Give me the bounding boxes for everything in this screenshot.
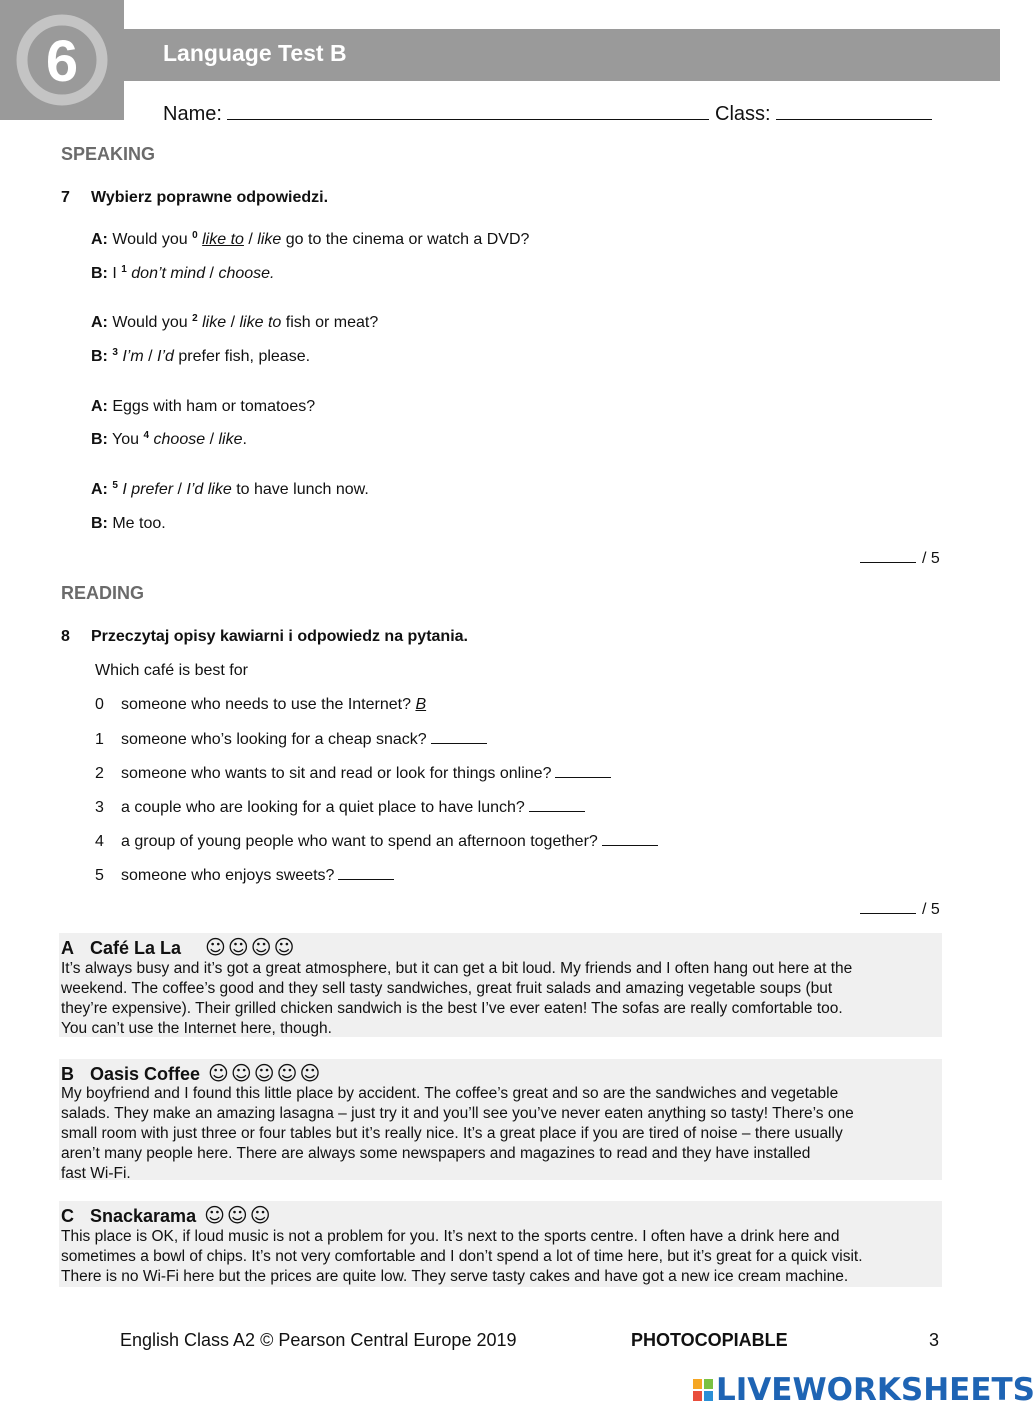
question-text: a couple who are looking for a quiet place to have lunch? xyxy=(121,799,525,816)
option-separator: / xyxy=(209,265,214,282)
speaker-label: A: xyxy=(91,481,108,498)
unit-number: 6 xyxy=(45,29,79,94)
question-number: 1 xyxy=(95,731,104,748)
option-separator: / xyxy=(209,431,215,448)
option-2[interactable]: like xyxy=(218,431,243,448)
dialogue-line-2 xyxy=(91,314,378,332)
class-label: Class: xyxy=(715,103,771,125)
description-line: fast Wi-Fi. xyxy=(61,1165,131,1182)
dialogue-line-7 xyxy=(91,515,166,533)
dialogue-text: . xyxy=(242,431,247,448)
cafe-description xyxy=(61,1084,941,1184)
gap-number: 5 xyxy=(112,480,118,491)
question-3 xyxy=(95,798,585,817)
answer-field[interactable] xyxy=(602,832,658,846)
option-2[interactable]: I’d xyxy=(157,348,174,365)
description-line: weekend. The coffee’s good and they sell tasty sandwiches, great fruit salads and amazing vegetable soups (but xyxy=(61,980,833,997)
question-0 xyxy=(95,696,426,714)
cafe-name: Oasis Coffee xyxy=(90,1064,201,1084)
cafe-letter: A xyxy=(61,938,74,958)
example-answer: B xyxy=(415,696,427,713)
name-class-row xyxy=(163,101,932,126)
description-line: This place is OK, if loud music is not a problem for you. It’s next to the sports centre. I often have a drink here and xyxy=(61,1228,840,1245)
dialogue-line-6 xyxy=(91,481,369,499)
dialogue-text: to have lunch now. xyxy=(236,481,369,498)
speaker-label: B: xyxy=(91,515,108,532)
task-number: 7 xyxy=(61,189,70,206)
smiley-rating-icon: ☺☺☺ xyxy=(204,1203,273,1227)
score-total: / 5 xyxy=(922,550,940,567)
dialogue-text: Would you xyxy=(112,314,188,331)
description-line: sometimes a bowl of chips. It’s not very comfortable and I don’t spend a lot of time here, but it’s great for a quick visit. xyxy=(61,1248,863,1265)
dialogue-line-4 xyxy=(91,398,315,416)
question-number: 5 xyxy=(95,867,104,884)
description-line: they’re expensive). Their grilled chicken sandwich is the best I’ve ever eaten! The sofas are really comfortable too. xyxy=(61,1000,843,1017)
task-7 xyxy=(61,189,328,207)
task-instruction: Przeczytaj opisy kawiarni i odpowiedz na pytania. xyxy=(91,628,468,645)
reading-heading: READING xyxy=(61,583,145,603)
cafe-name: Snackarama xyxy=(90,1206,197,1226)
cafe-letter: C xyxy=(61,1206,74,1226)
description-line: My boyfriend and I found this little place by accident. The coffee’s great and so are the sandwiches and vegetable xyxy=(61,1085,839,1102)
question-text: someone who’s looking for a cheap snack? xyxy=(121,731,427,748)
gap-number: 1 xyxy=(121,264,127,275)
question-text: a group of young people who want to spend an afternoon together? xyxy=(121,833,598,850)
question-number: 2 xyxy=(95,765,104,782)
speaker-label: B: xyxy=(91,348,108,365)
description-line: You can’t use the Internet here, though. xyxy=(61,1020,332,1037)
cafe-box-a xyxy=(59,933,942,1037)
dialogue-text: fish or meat? xyxy=(285,314,379,331)
gap-number: 4 xyxy=(143,430,150,441)
cafe-box-c xyxy=(59,1201,942,1287)
cafe-description xyxy=(61,1227,941,1287)
option-2[interactable]: I’d like xyxy=(186,481,232,498)
dialogue-line-0 xyxy=(91,231,529,249)
dialogue-text: You xyxy=(112,431,140,448)
option-1[interactable]: like xyxy=(202,314,227,331)
speaking-score xyxy=(860,549,940,568)
dialogue-text: I xyxy=(112,265,117,282)
question-number: 0 xyxy=(95,696,104,713)
question-number: 4 xyxy=(95,833,104,850)
option-separator: / xyxy=(148,348,153,365)
liveworksheets-logo-icon xyxy=(692,1378,714,1402)
option-1[interactable]: choose xyxy=(153,431,206,448)
footer-copyright: English Class A2 © Pearson Central Europe 2019 xyxy=(120,1330,517,1350)
cafe-heading xyxy=(61,1203,273,1227)
dialogue-text: Eggs with ham or tomatoes? xyxy=(112,398,316,415)
speaker-label: A: xyxy=(91,314,108,331)
description-line: aren’t many people here. There are always some newspapers and magazines to read and they have installed xyxy=(61,1145,811,1162)
task-instruction: Wybierz poprawne odpowiedzi. xyxy=(91,189,329,206)
option-separator: / xyxy=(230,314,236,331)
dialogue-text: go to the cinema or watch a DVD? xyxy=(285,231,530,248)
liveworksheets-text: LIVEWORKSHEETS xyxy=(716,1372,1035,1408)
cafe-name: Café La La xyxy=(90,938,182,958)
task-8 xyxy=(61,628,468,646)
description-line: small room with just three or four tables but it’s really nice. It’s a great place if you are tired of noise – there usually xyxy=(61,1125,843,1142)
cafe-letter: B xyxy=(61,1064,74,1084)
description-line: It’s always busy and it’s got a great atmosphere, but it can get a bit loud. My friends and I often hang out here at the xyxy=(61,960,853,977)
description-line: salads. They make an amazing lasagna – just try it and you’ll see you’ve never eaten anything so tasty! There’s one xyxy=(61,1105,854,1122)
question-5 xyxy=(95,866,394,885)
score-field[interactable] xyxy=(860,900,916,914)
speaker-label: B: xyxy=(91,265,108,282)
cafe-heading xyxy=(61,1061,322,1085)
cafe-description xyxy=(61,959,941,1039)
cafe-box-b xyxy=(59,1059,942,1180)
page-title: Language Test B xyxy=(163,40,347,66)
speaker-label: B: xyxy=(91,431,108,448)
option-2[interactable]: like to xyxy=(239,314,282,331)
speaker-label: A: xyxy=(91,398,108,415)
question-1 xyxy=(95,730,487,749)
class-field[interactable] xyxy=(776,101,932,120)
name-field[interactable] xyxy=(227,101,709,120)
page-number: 3 xyxy=(929,1330,940,1350)
reading-score xyxy=(860,900,940,919)
option-separator: / xyxy=(177,481,182,498)
option-1[interactable]: like to xyxy=(202,231,244,248)
dialogue-text: Would you xyxy=(112,231,188,248)
answer-field[interactable] xyxy=(338,866,394,880)
dialogue-line-3 xyxy=(91,348,310,366)
question-text: someone who enjoys sweets? xyxy=(121,867,335,884)
score-total: / 5 xyxy=(922,901,940,918)
unit-badge xyxy=(0,0,124,120)
smiley-rating-icon: ☺☺☺☺ xyxy=(205,935,297,959)
task-number: 8 xyxy=(61,628,70,645)
dialogue-text: prefer fish, please. xyxy=(178,348,311,365)
dialogue-text: Me too. xyxy=(112,515,166,532)
option-separator: / xyxy=(248,231,253,248)
question-4 xyxy=(95,832,658,851)
answer-field[interactable] xyxy=(555,764,611,778)
speaker-label: A: xyxy=(91,231,108,248)
speaking-heading: SPEAKING xyxy=(61,144,156,164)
option-1[interactable]: I prefer xyxy=(122,481,174,498)
gap-number: 3 xyxy=(112,347,118,358)
question-2 xyxy=(95,764,611,783)
dialogue-line-1 xyxy=(91,265,275,283)
question-text: someone who needs to use the Internet? xyxy=(121,696,411,713)
description-line: There is no Wi-Fi here but the prices are quite low. They serve tasty cakes and have got a new ice cream machine. xyxy=(61,1268,849,1285)
dialogue-line-5 xyxy=(91,431,247,449)
unit-circle-icon xyxy=(0,0,124,120)
option-1[interactable]: don’t mind xyxy=(131,265,206,282)
smiley-rating-icon: ☺☺☺☺☺ xyxy=(208,1061,323,1085)
cafe-heading xyxy=(61,935,296,959)
option-2[interactable]: choose. xyxy=(218,265,275,282)
footer-photocopiable: PHOTOCOPIABLE xyxy=(631,1330,788,1350)
question-text: someone who wants to sit and read or look for things online? xyxy=(121,765,552,782)
gap-number: 0 xyxy=(192,230,198,241)
question-number: 3 xyxy=(95,799,104,816)
option-1[interactable]: I’m xyxy=(122,348,144,365)
gap-number: 2 xyxy=(192,313,198,324)
option-2[interactable]: like xyxy=(257,231,282,248)
answer-field[interactable] xyxy=(529,798,585,812)
name-label: Name: xyxy=(163,103,222,125)
reading-intro: Which café is best for xyxy=(95,662,248,679)
answer-field[interactable] xyxy=(431,730,487,744)
score-field[interactable] xyxy=(860,549,916,563)
